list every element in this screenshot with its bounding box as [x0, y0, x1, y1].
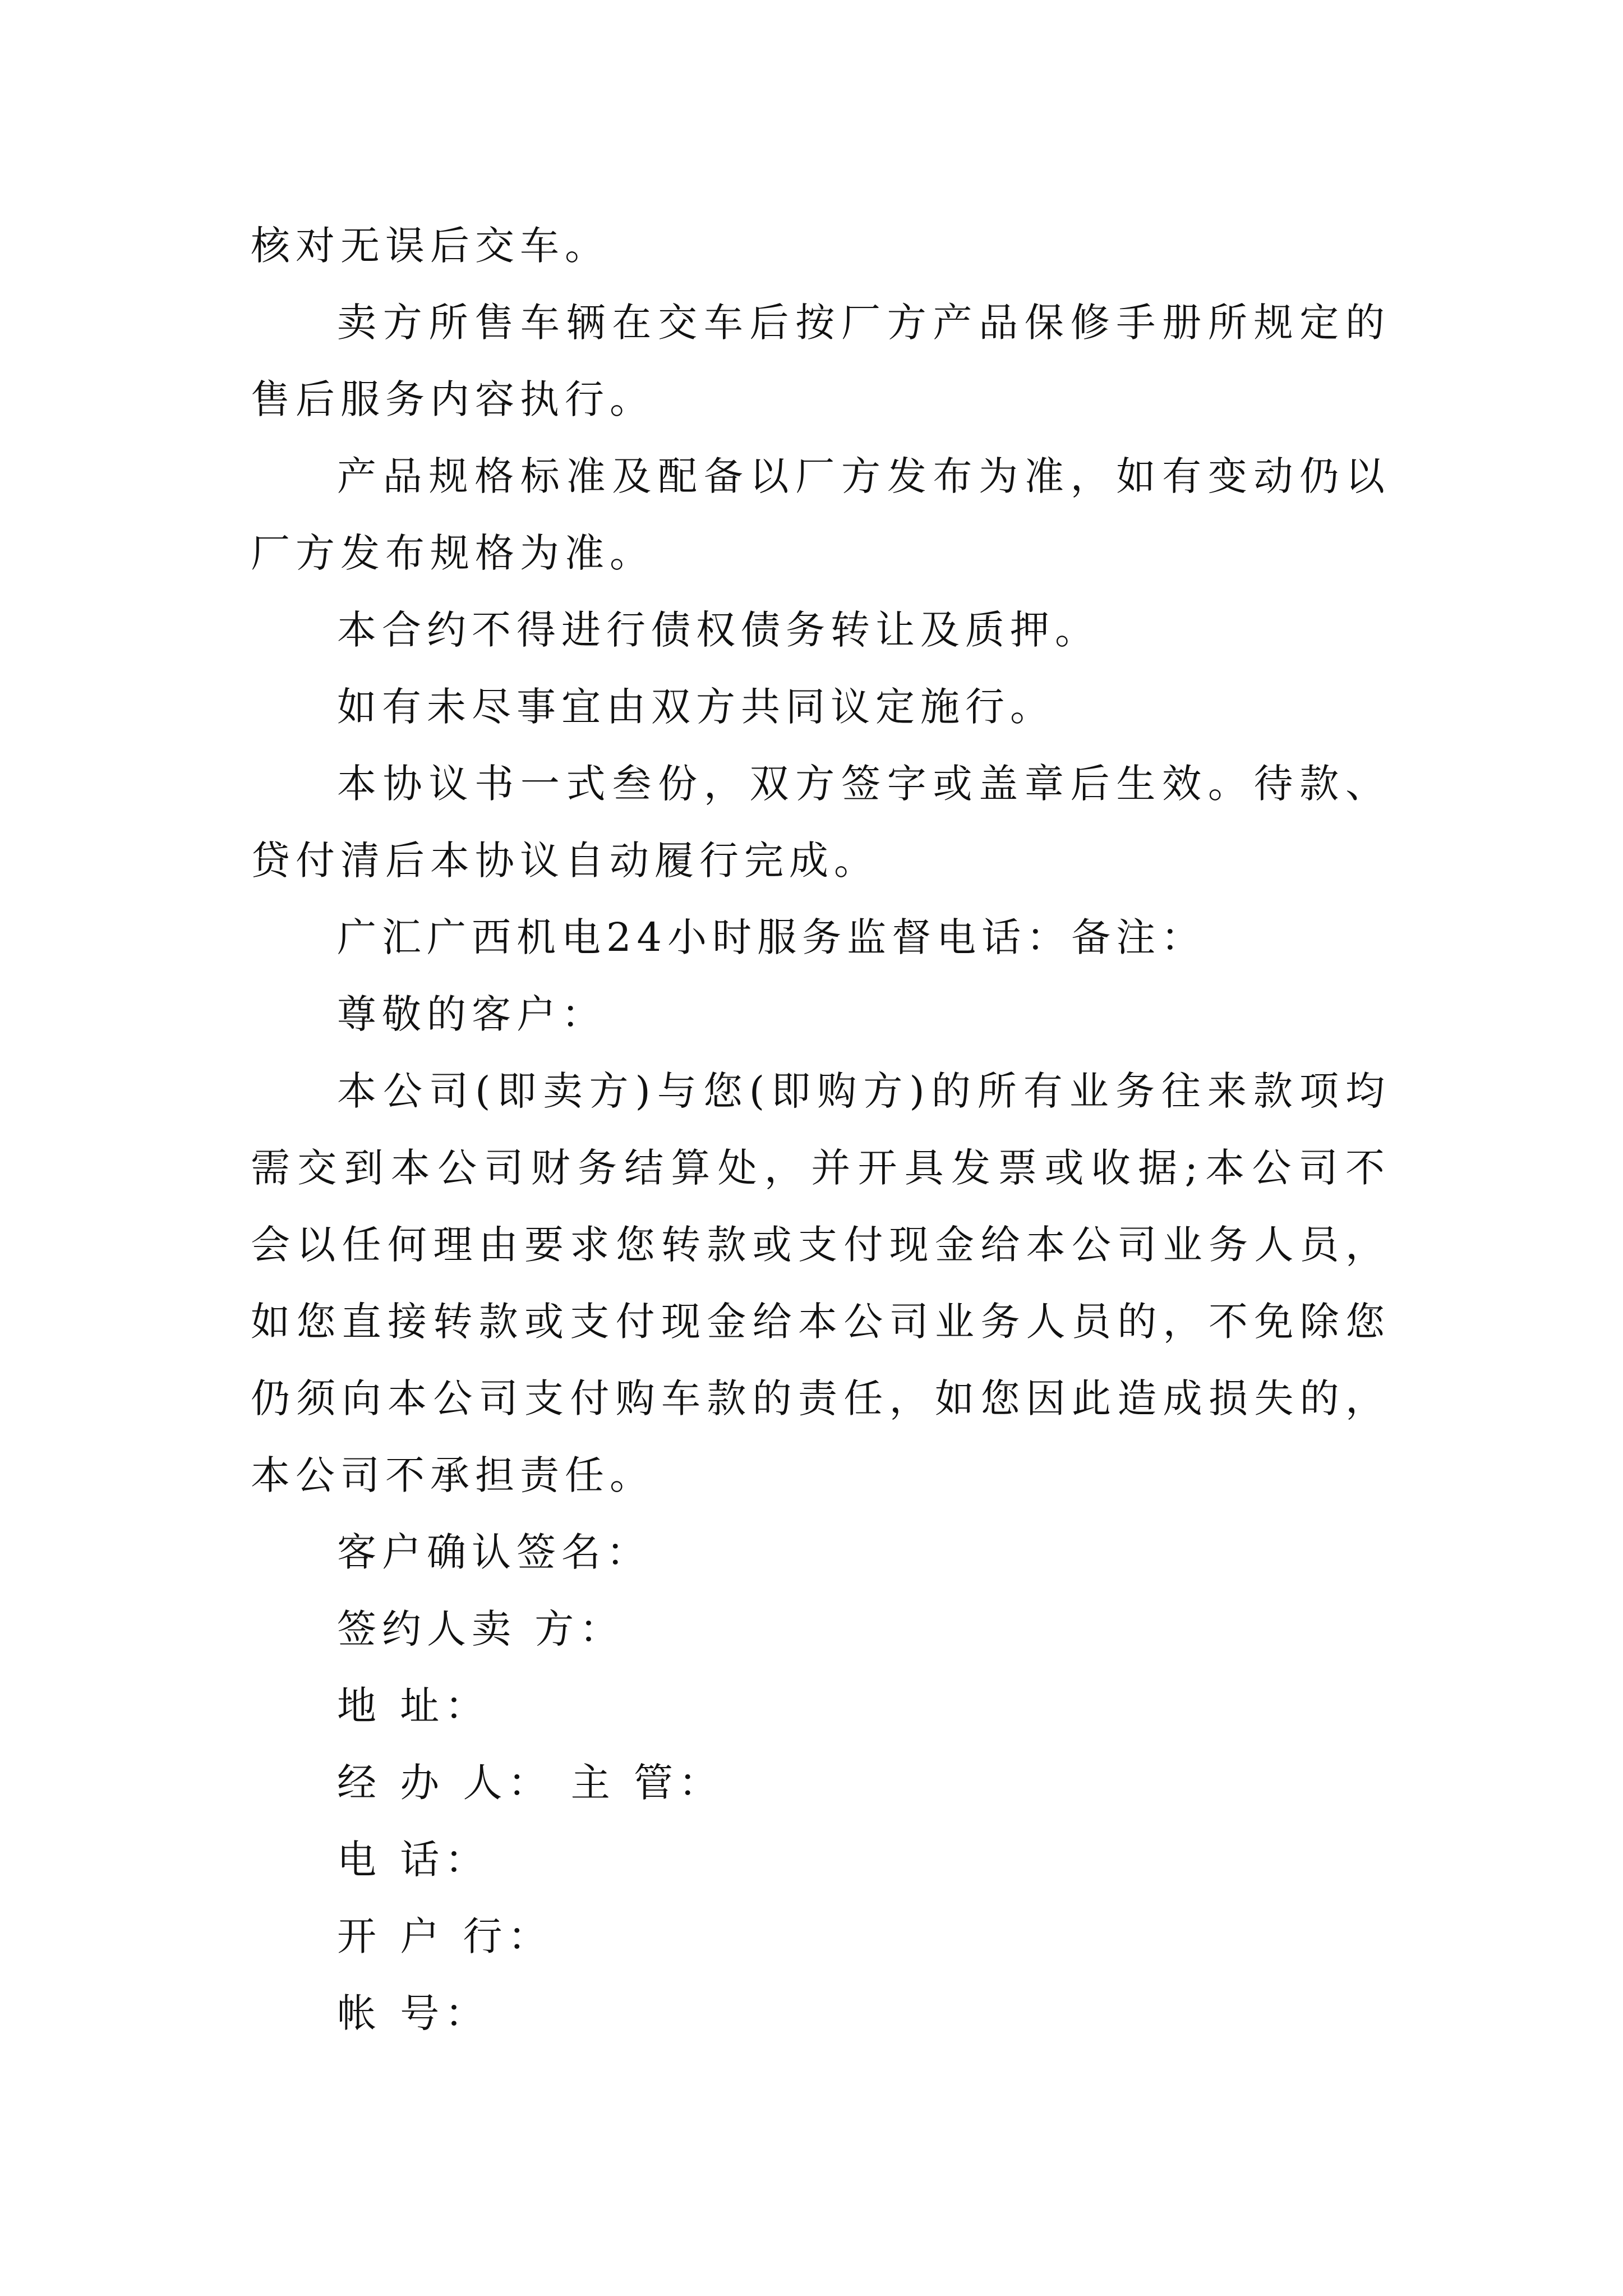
- paragraph-greeting: 尊敬的客户：: [337, 991, 606, 1037]
- field-handler-supervisor: 经 办 人： 主 管：: [337, 1760, 724, 1806]
- paragraph-product-spec: 产品规格标准及配备以厂方发布为准，如有变动仍以厂方发布规格为准。: [251, 453, 1390, 576]
- paragraph-unresolved-matters: 如有未尽事宜由双方共同议定施行。: [337, 684, 1055, 730]
- field-customer-signature: 客户确认签名：: [337, 1529, 651, 1575]
- field-account-number: 帐 号：: [337, 1990, 490, 2036]
- field-phone: 电 话：: [337, 1837, 490, 1883]
- field-bank: 开 户 行：: [337, 1913, 553, 1959]
- paragraph-after-sales-service: 卖方所售车辆在交车后按厂方产品保修手册所规定的售后服务内容执行。: [251, 300, 1390, 422]
- paragraph-no-transfer: 本合约不得进行债权债务转让及质押。: [337, 607, 1100, 653]
- paragraph-agreement-copies: 本协议书一式叁份，双方签字或盖章后生效。待款、贷付清后本协议自动履行完成。: [251, 761, 1390, 884]
- field-seller-signatory: 签约人卖 方：: [337, 1606, 625, 1652]
- document-body: [251, 208, 1390, 2052]
- paragraph-payment-notice: 本公司(即卖方)与您(即购方)的所有业务往来款项均需交到本公司财务结算处，并开具发票或收据;本公司不会以任何理由要求您转款或支付现金给本公司业务人员，如您直接转款或支付现金给本公司业务人员的，不免除您仍须向本公司支付购车款的责任，如您因此造成损失的，本公司不承担责任。: [251, 1068, 1390, 1498]
- field-address: 地 址：: [337, 1683, 490, 1729]
- paragraph-delivery-check: 核对无误后交车。: [251, 223, 610, 269]
- paragraph-service-hotline: 广汇广西机电24小时服务监督电话：备注：: [337, 914, 1206, 960]
